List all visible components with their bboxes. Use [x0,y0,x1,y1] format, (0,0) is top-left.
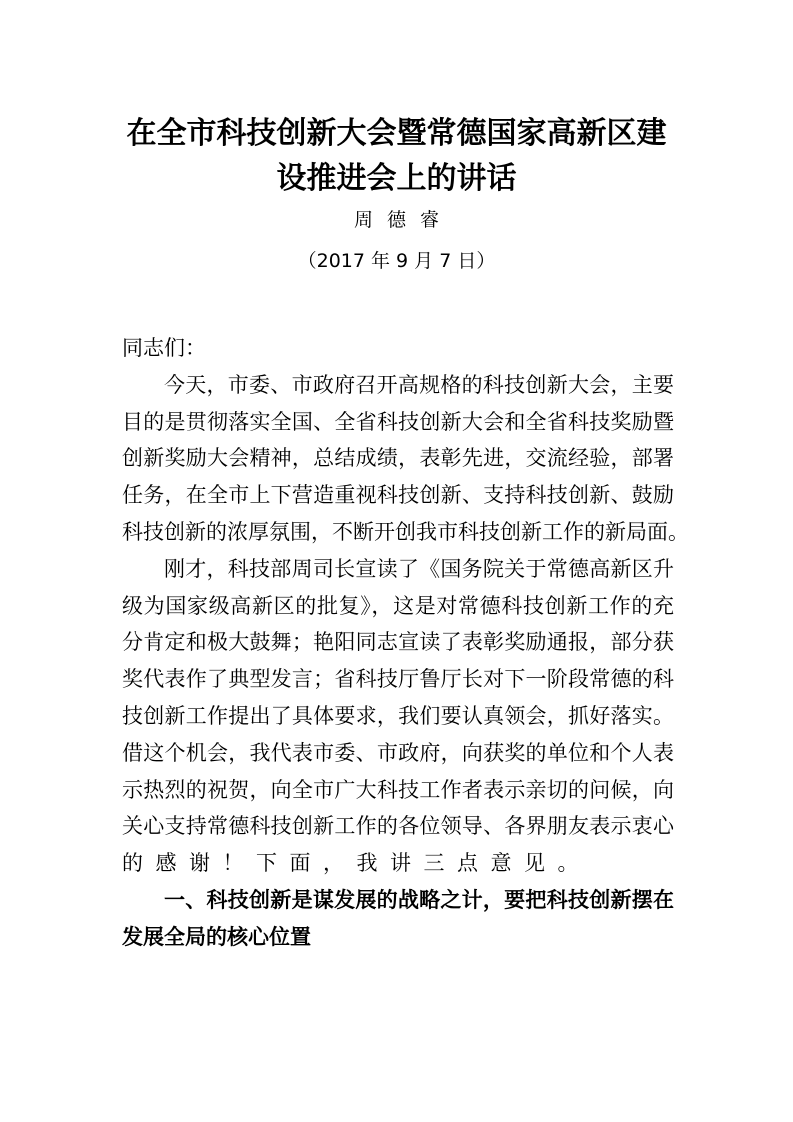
document-body [122,330,689,956]
text-line: 级为国家级高新区的批复》，这是对常德科技创新工作的充 [122,593,674,618]
text-line: 的感谢！下面，我讲三点意见。 [122,851,591,876]
text-line: 任务，在全市上下营造重视科技创新、支持科技创新、鼓励 [122,483,674,508]
salutation: 同志们： [122,336,206,360]
text-line: 关心支持常德科技创新工作的各位领导、各界朋友表示衷心 [122,814,674,839]
text-line: 技创新工作提出了具体要求，我们要认真领会，抓好落实。 [122,703,674,728]
text-line: 奖代表作了典型发言；省科技厅鲁厅长对下一阶段常德的科 [122,667,674,692]
text-line: 借这个机会，我代表市委、市政府，向获奖的单位和个人表 [122,740,674,765]
heading-line: 一、科技创新是谋发展的战略之计，要把科技创新摆在 [164,887,674,912]
text-line: 今天，市委、市政府召开高规格的科技创新大会，主要 [164,372,674,397]
text-line: 示热烈的祝贺，向全市广大科技工作者表示亲切的问候，向 [122,777,674,802]
paragraph-opening [122,367,689,551]
paragraph-acknowledgement [122,551,674,882]
document-title-line-2: 设推进会上的讲话 [276,161,517,196]
heading-line: 发展全局的核心位置 [122,924,311,949]
author: 周德睿 [353,209,453,231]
text-line: 刚才，科技部周司长宣读了《国务院关于常德高新区升 [164,556,674,581]
text-line: 科技创新的浓厚氛围，不断开创我市科技创新工作的新局面。 [122,519,689,544]
section-heading-1 [122,882,674,956]
text-line: 创新奖励大会精神，总结成绩，表彰先进，交流经验，部署 [122,446,674,471]
text-line: 目的是贯彻落实全国、全省科技创新大会和全省科技奖励暨 [122,409,674,434]
document-title-line-1: 在全市科技创新大会暨常德国家高新区建 [126,116,667,151]
text-line: 分肯定和极大鼓舞；艳阳同志宣读了表彰奖励通报，部分获 [122,630,674,655]
speech-date: （2017 年 9 月 7 日） [297,250,496,272]
